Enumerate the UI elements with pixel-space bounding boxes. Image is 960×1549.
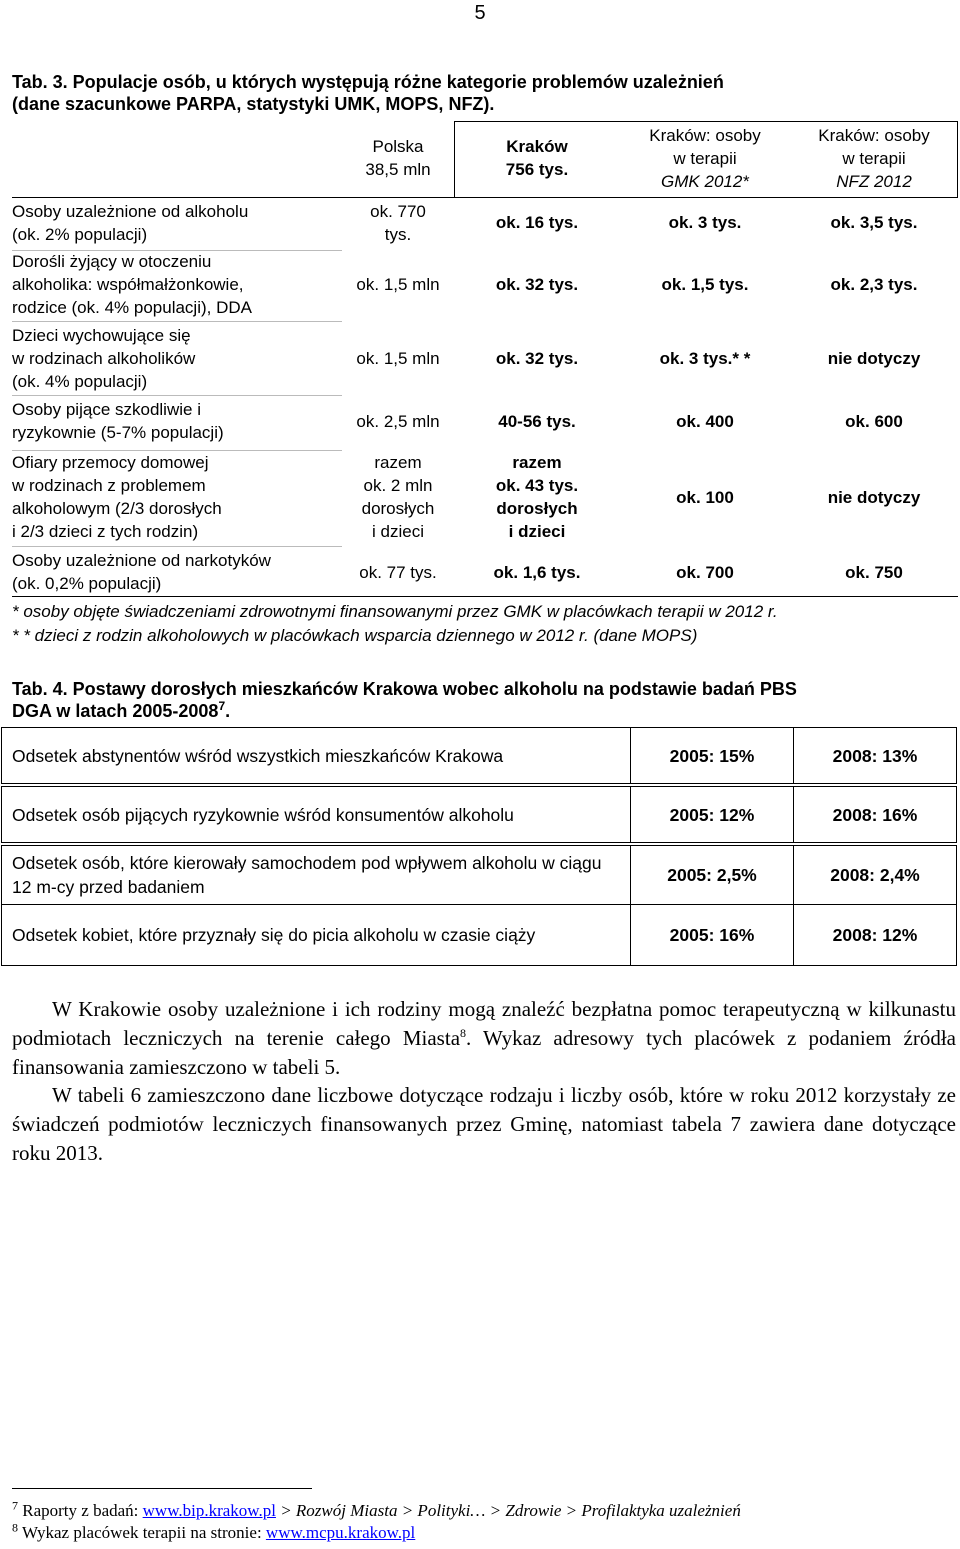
value-line: dorosłych: [496, 499, 578, 518]
body-paragraph-1: [12, 995, 956, 1082]
value-line: i dzieci: [508, 522, 566, 541]
table3-header-border: [12, 197, 958, 198]
label-line: alkoholika: współmałżonkowie,: [12, 275, 244, 294]
label-line: Osoby pijące szkodliwie i: [12, 400, 201, 419]
label-line: Osoby uzależnione od alkoholu: [12, 202, 249, 221]
cell-polska: ok. 1,5 mln: [356, 349, 440, 368]
cell-polska: ok. 1,5 mln: [356, 275, 440, 294]
table3-row-sep: [12, 321, 342, 322]
header-nfz-line: w terapii: [842, 149, 906, 168]
cell-gmk: ok. 3 tys.* *: [659, 349, 751, 368]
cell-krakow: ok. 16 tys.: [495, 213, 579, 232]
value-line: dorosłych: [361, 499, 435, 518]
table4-value-2005: 2005: 15%: [630, 727, 794, 784]
cell-gmk: ok. 400: [676, 412, 734, 431]
label-line: alkoholowym (2/3 dorosłych: [12, 499, 222, 518]
label-line: rodzice (ok. 4% populacji), DDA: [12, 298, 252, 317]
table3-row-label: [12, 549, 271, 595]
header-polska-line: 38,5 mln: [365, 160, 431, 179]
header-nfz-line: Kraków: osoby: [818, 126, 930, 145]
footnote-separator: [12, 1488, 312, 1489]
label-line: Dorośli żyjący w otoczeniu: [12, 252, 212, 271]
table4-caption: [12, 678, 952, 722]
cell-nfz: ok. 750: [845, 563, 903, 582]
cell-nfz: ok. 3,5 tys.: [830, 213, 918, 232]
header-polska-line: Polska: [372, 137, 424, 156]
label-line: Dzieci wychowujące się: [12, 326, 191, 345]
value-line: i dzieci: [372, 522, 424, 541]
footnote-ref-7: 7: [218, 699, 226, 713]
table3-caption-line2: (dane szacunkowe PARPA, statystyki UMK, MOPS, NFZ).: [12, 94, 495, 114]
table3-row-sep: [12, 546, 342, 547]
body-paragraph-2: W tabeli 6 zamieszczono dane liczbowe dotyczące rodzaju i liczby osób, które w roku 2012 korzystały ze świadczeń podmiotów leczniczych finansowanych przez Gminę, natomiast tabela 7 zawiera dane dotyczące roku 2013.: [12, 1083, 956, 1165]
footnote-number: 8: [12, 1520, 18, 1535]
cell-polska: ok. 2,5 mln: [356, 412, 440, 431]
footnote-text: Wykaz placówek terapii na stronie:: [21, 1523, 266, 1542]
cell-gmk: ok. 3 tys.: [668, 213, 742, 232]
table3-note-2: * * dzieci z rodzin alkoholowych w placówkach wsparcia dziennego w 2012 r. (dane MOPS): [12, 626, 698, 645]
cell-krakow: ok. 32 tys.: [495, 349, 579, 368]
footnote-ref-8: 8: [460, 1026, 467, 1040]
page-number: 5: [474, 2, 486, 24]
table4-row-label: Odsetek abstynentów wśród wszystkich mieszkańców Krakowa: [1, 727, 631, 784]
value-line: ok. 770: [370, 202, 426, 221]
table3-row-label: [12, 324, 195, 393]
cell-krakow: ok. 1,6 tys.: [493, 563, 581, 582]
table3-note-1: * osoby objęte świadczeniami zdrowotnymi finansowanymi przez GMK w placówkach terapii w 2012 r.: [12, 602, 778, 621]
table4-value-2008: 2008: 13%: [793, 727, 957, 784]
header-gmk-line: Kraków: osoby: [649, 126, 761, 145]
caption-text: DGA w latach 2005-2008: [12, 701, 219, 721]
caption-end: .: [225, 701, 231, 721]
cell-polska: ok. 77 tys.: [359, 563, 437, 582]
table3-row-label: [12, 250, 252, 319]
table3-caption: [12, 71, 952, 115]
cell-nfz: nie dotyczy: [827, 488, 921, 507]
header-polska: [342, 135, 454, 181]
value-line: ok. 43 tys.: [495, 476, 579, 495]
header-krakow: [454, 135, 620, 181]
cell-krakow: [454, 451, 620, 543]
header-krakow-line: Kraków: [506, 137, 568, 156]
footnote-link[interactable]: www.bip.krakow.pl: [142, 1501, 276, 1520]
table4-value-2005: 2005: 2,5%: [630, 845, 794, 905]
cell-nfz: nie dotyczy: [827, 349, 921, 368]
value-line: razem: [512, 453, 562, 472]
header-krakow-line: 756 tys.: [505, 160, 569, 179]
label-line: (ok. 0,2% populacji): [12, 574, 162, 593]
header-gmk: [620, 124, 790, 193]
label-line: w rodzinach alkoholików: [12, 349, 196, 368]
footnote-8: [12, 1522, 956, 1544]
table4-value-2008: 2008: 16%: [793, 786, 957, 843]
label-line: (ok. 2% populacji): [12, 225, 148, 244]
table3-row-label: [12, 451, 222, 543]
footnote-text: Raporty z badań:: [22, 1501, 143, 1520]
table4-value-2005: 2005: 12%: [630, 786, 794, 843]
footnote-link[interactable]: www.mcpu.krakow.pl: [265, 1523, 416, 1542]
table4-row-label: Odsetek osób pijących ryzykownie wśród konsumentów alkoholu: [1, 786, 631, 843]
value-line: razem: [374, 453, 422, 472]
label-line: Osoby uzależnione od narkotyków: [12, 551, 271, 570]
label-line: Ofiary przemocy domowej: [12, 453, 209, 472]
table4-value-2005: 2005: 16%: [630, 904, 794, 966]
table3-row-label: [12, 398, 224, 444]
table4-caption-line1: Tab. 4. Postawy dorosłych mieszkańców Krakowa wobec alkoholu na podstawie badań PBS: [12, 679, 797, 699]
label-line: (ok. 4% populacji): [12, 372, 148, 391]
table3-caption-line1: Tab. 3. Populacje osób, u których występują różne kategorie problemów uzależnień: [12, 72, 724, 92]
header-nfz-line: NFZ 2012: [836, 172, 912, 191]
paragraph-text: W Krakowie osoby uzależnione i ich rodziny mogą znaleźć bezpłatna pomoc terapeutyczną w kilkunastu podmiotach leczniczych na terenie całego Miasta: [12, 997, 956, 1050]
table3-bottom-border: [12, 596, 958, 597]
cell-gmk: ok. 1,5 tys.: [661, 275, 749, 294]
footnote-number: 7: [12, 1498, 18, 1513]
cell-polska: [342, 451, 454, 543]
table4-value-2008: 2008: 12%: [793, 904, 957, 966]
table3-row-sep: [12, 395, 342, 396]
footnote-7: [12, 1500, 956, 1522]
value-line: tys.: [384, 225, 412, 244]
table4-value-2008: 2008: 2,4%: [793, 845, 957, 905]
label-line: ryzykownie (5-7% populacji): [12, 423, 224, 442]
header-gmk-line: GMK 2012*: [661, 172, 749, 191]
table4-caption-line2: [12, 700, 952, 722]
cell-nfz: ok. 2,3 tys.: [830, 275, 918, 294]
footnote-path: > Rozwój Miasta > Polityki… > Zdrowie > Profilaktyka uzależnień: [275, 1501, 741, 1520]
table3-row-label: [12, 200, 248, 246]
header-nfz: [790, 124, 958, 193]
value-line: ok. 2 mln: [363, 476, 433, 495]
header-gmk-line: w terapii: [673, 149, 737, 168]
paragraph-text: . Wykaz adresowy tych placówek z podaniem źródła finansowania zamieszczono w tabeli 5.: [12, 1026, 956, 1079]
cell-nfz: ok. 600: [845, 412, 903, 431]
cell-polska: [342, 200, 454, 246]
table4-row-label: Odsetek osób, które kierowały samochodem pod wpływem alkoholu w ciągu 12 m-cy przed badaniem: [1, 845, 631, 905]
label-line: i 2/3 dzieci z tych rodzin): [12, 522, 199, 541]
cell-krakow: ok. 32 tys.: [495, 275, 579, 294]
table3-top-border: [454, 121, 958, 122]
cell-krakow: 40-56 tys.: [498, 412, 576, 431]
label-line: w rodzinach z problemem: [12, 476, 206, 495]
cell-gmk: ok. 100: [676, 488, 734, 507]
cell-gmk: ok. 700: [676, 563, 734, 582]
table4-row-label: Odsetek kobiet, które przyznały się do picia alkoholu w czasie ciąży: [1, 904, 631, 966]
